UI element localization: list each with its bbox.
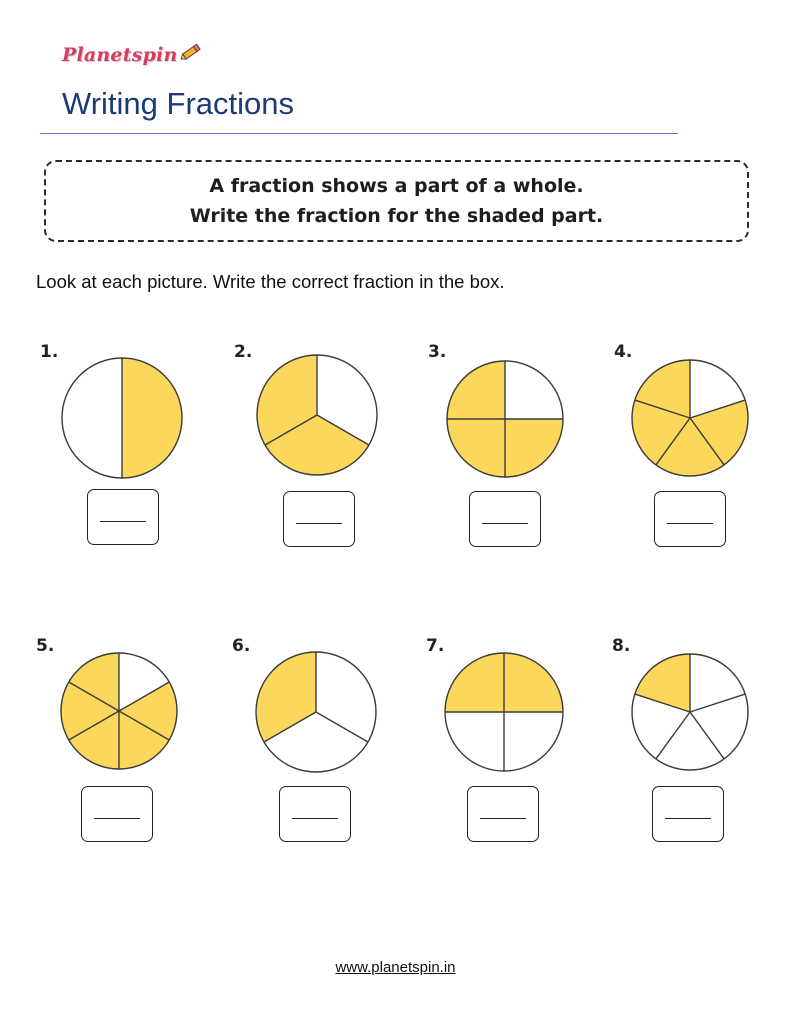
shaded-part xyxy=(122,358,182,478)
answer-blank-line xyxy=(100,521,146,522)
fraction-circle xyxy=(629,651,751,773)
problem-6 xyxy=(232,636,251,656)
fraction-circle xyxy=(444,358,566,480)
shaded-part xyxy=(447,361,505,419)
problem-number: 8. xyxy=(612,636,631,656)
answer-box[interactable] xyxy=(81,786,153,842)
answer-blank-line xyxy=(292,818,338,819)
fraction-circle xyxy=(58,650,180,772)
answer-box[interactable] xyxy=(87,489,159,545)
pencil-icon xyxy=(179,42,203,62)
problem-number: 6. xyxy=(232,636,251,656)
problem-number: 2. xyxy=(234,342,253,362)
unshaded-part xyxy=(504,712,563,771)
fraction-circle xyxy=(629,357,751,479)
shaded-part xyxy=(504,653,563,712)
answer-box[interactable] xyxy=(469,491,541,547)
footer xyxy=(0,957,791,976)
fraction-circle xyxy=(253,649,379,775)
answer-blank-line xyxy=(667,523,713,524)
problem-3 xyxy=(428,342,447,362)
fraction-circle xyxy=(59,355,185,481)
problem-2 xyxy=(234,342,253,362)
problem-number: 1. xyxy=(40,342,59,362)
unshaded-part xyxy=(62,358,122,478)
problem-number: 4. xyxy=(614,342,633,362)
shaded-part xyxy=(505,419,563,477)
unshaded-part xyxy=(445,712,504,771)
answer-box[interactable] xyxy=(654,491,726,547)
answer-box[interactable] xyxy=(652,786,724,842)
definition-line-2: Write the fraction for the shaded part. xyxy=(189,205,604,227)
shaded-part xyxy=(445,653,504,712)
problem-4 xyxy=(614,342,633,362)
website-link[interactable]: www.planetspin.in xyxy=(335,959,456,976)
logo-text: Planetspin xyxy=(62,44,178,66)
problem-number: 3. xyxy=(428,342,447,362)
fraction-circle xyxy=(254,352,380,478)
instructions: Look at each picture. Write the correct fraction in the box. xyxy=(36,271,505,292)
problem-1 xyxy=(40,342,59,362)
answer-blank-line xyxy=(94,818,140,819)
problem-8 xyxy=(612,636,631,656)
definition-box xyxy=(44,160,749,242)
answer-box[interactable] xyxy=(283,491,355,547)
fraction-circle xyxy=(442,650,566,774)
answer-blank-line xyxy=(296,523,342,524)
problem-number: 7. xyxy=(426,636,445,656)
problem-5 xyxy=(36,636,55,656)
answer-blank-line xyxy=(480,818,526,819)
answer-box[interactable] xyxy=(467,786,539,842)
problem-number: 5. xyxy=(36,636,55,656)
shaded-part xyxy=(447,419,505,477)
definition-line-1: A fraction shows a part of a whole. xyxy=(209,175,584,197)
answer-blank-line xyxy=(482,523,528,524)
page-title: Writing Fractions xyxy=(62,86,294,121)
answer-blank-line xyxy=(665,818,711,819)
problem-7 xyxy=(426,636,445,656)
answer-box[interactable] xyxy=(279,786,351,842)
unshaded-part xyxy=(505,361,563,419)
title-divider xyxy=(40,133,678,134)
brand-logo xyxy=(62,42,203,66)
